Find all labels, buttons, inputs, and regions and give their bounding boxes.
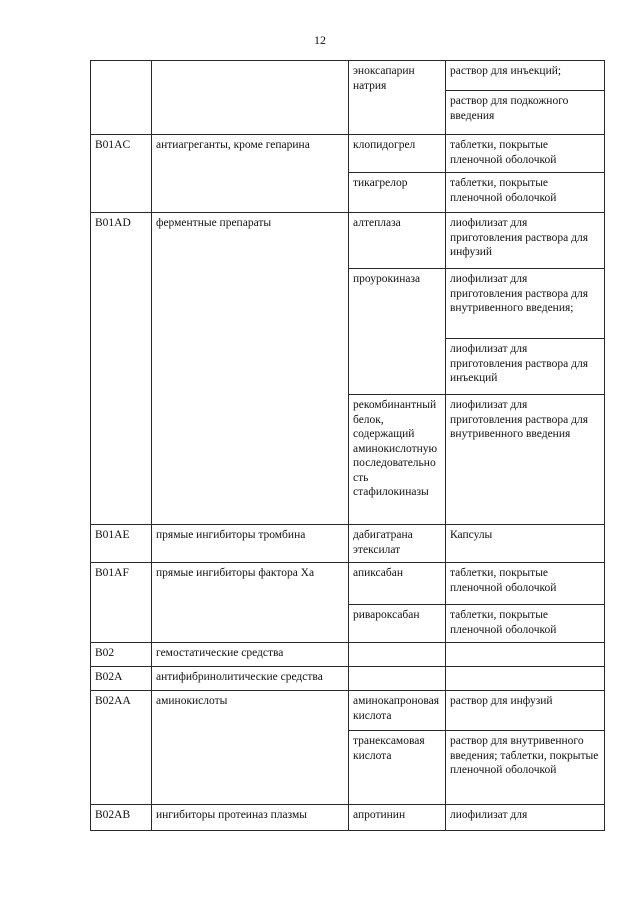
atc-code-cell: B01AF <box>91 563 152 643</box>
drug-name-cell: аминокапроновая кислота <box>349 691 446 731</box>
dosage-form-cell: лиофилизат для приготовления раствора для инфузий <box>446 213 605 269</box>
drug-name-cell: тикагрелор <box>349 173 446 213</box>
group-name-cell: ферментные препараты <box>152 213 349 525</box>
dosage-form-cell: лиофилизат для приготовления раствора для внутривенного введения <box>446 395 605 525</box>
group-name-cell: антиагреганты, кроме гепарина <box>152 135 349 213</box>
drug-name-cell <box>349 643 446 667</box>
drug-name-cell: ривароксабан <box>349 605 446 643</box>
atc-code-cell: B02AA <box>91 691 152 805</box>
atc-code-cell: B01AC <box>91 135 152 213</box>
table-row <box>91 61 605 91</box>
table-row <box>91 805 605 831</box>
group-name-cell: аминокислоты <box>152 691 349 805</box>
table-row <box>91 135 605 173</box>
dosage-form-cell: таблетки, покрытые пленочной оболочкой <box>446 135 605 173</box>
group-name-cell: прямые ингибиторы фактора Ха <box>152 563 349 643</box>
dosage-form-cell: лиофилизат для приготовления раствора для внутривенного введения; <box>446 269 605 339</box>
drug-name-cell: проурокиназа <box>349 269 446 395</box>
drug-name-cell: дабигатрана этексилат <box>349 525 446 563</box>
atc-code-cell: B02 <box>91 643 152 667</box>
group-name-cell: гемостатические средства <box>152 643 349 667</box>
dosage-form-cell <box>446 643 605 667</box>
drug-name-cell <box>349 667 446 691</box>
dosage-form-cell: таблетки, покрытые пленочной оболочкой <box>446 563 605 605</box>
drug-name-cell: алтеплаза <box>349 213 446 269</box>
atc-code-cell: B01AE <box>91 525 152 563</box>
dosage-form-cell: таблетки, покрытые пленочной оболочкой <box>446 173 605 213</box>
dosage-form-cell <box>446 667 605 691</box>
dosage-form-cell: раствор для инфузий <box>446 691 605 731</box>
table-row <box>91 213 605 269</box>
atc-code-cell: B01AD <box>91 213 152 525</box>
atc-code-cell <box>91 61 152 135</box>
group-name-cell: антифибринолитические средства <box>152 667 349 691</box>
dosage-form-cell: Капсулы <box>446 525 605 563</box>
atc-code-cell: B02AB <box>91 805 152 831</box>
dosage-form-cell: лиофилизат для <box>446 805 605 831</box>
drug-name-cell: апротинин <box>349 805 446 831</box>
table-row <box>91 525 605 563</box>
table-row <box>91 691 605 731</box>
atc-code-cell: B02A <box>91 667 152 691</box>
drug-name-cell: эноксапарин натрия <box>349 61 446 135</box>
table-row <box>91 643 605 667</box>
dosage-form-cell: таблетки, покрытые пленочной оболочкой <box>446 605 605 643</box>
dosage-form-cell: раствор для инъекций; <box>446 61 605 91</box>
group-name-cell <box>152 61 349 135</box>
drug-name-cell: рекомбинантный белок, содержащий аминокислотную последовательность стафилокиназы <box>349 395 446 525</box>
drug-name-cell: клопидогрел <box>349 135 446 173</box>
group-name-cell: ингибиторы протеиназ плазмы <box>152 805 349 831</box>
drug-name-cell: транексамовая кислота <box>349 731 446 805</box>
drug-table <box>90 60 605 831</box>
table-row <box>91 563 605 605</box>
group-name-cell: прямые ингибиторы тромбина <box>152 525 349 563</box>
table-row <box>91 667 605 691</box>
drug-name-cell: апиксабан <box>349 563 446 605</box>
dosage-form-cell: раствор для подкожного введения <box>446 91 605 135</box>
page-number: 12 <box>314 33 326 47</box>
dosage-form-cell: раствор для внутривенного введения; таблетки, покрытые пленочной оболочкой <box>446 731 605 805</box>
dosage-form-cell: лиофилизат для приготовления раствора для инъекций <box>446 339 605 395</box>
table-body <box>91 61 605 831</box>
